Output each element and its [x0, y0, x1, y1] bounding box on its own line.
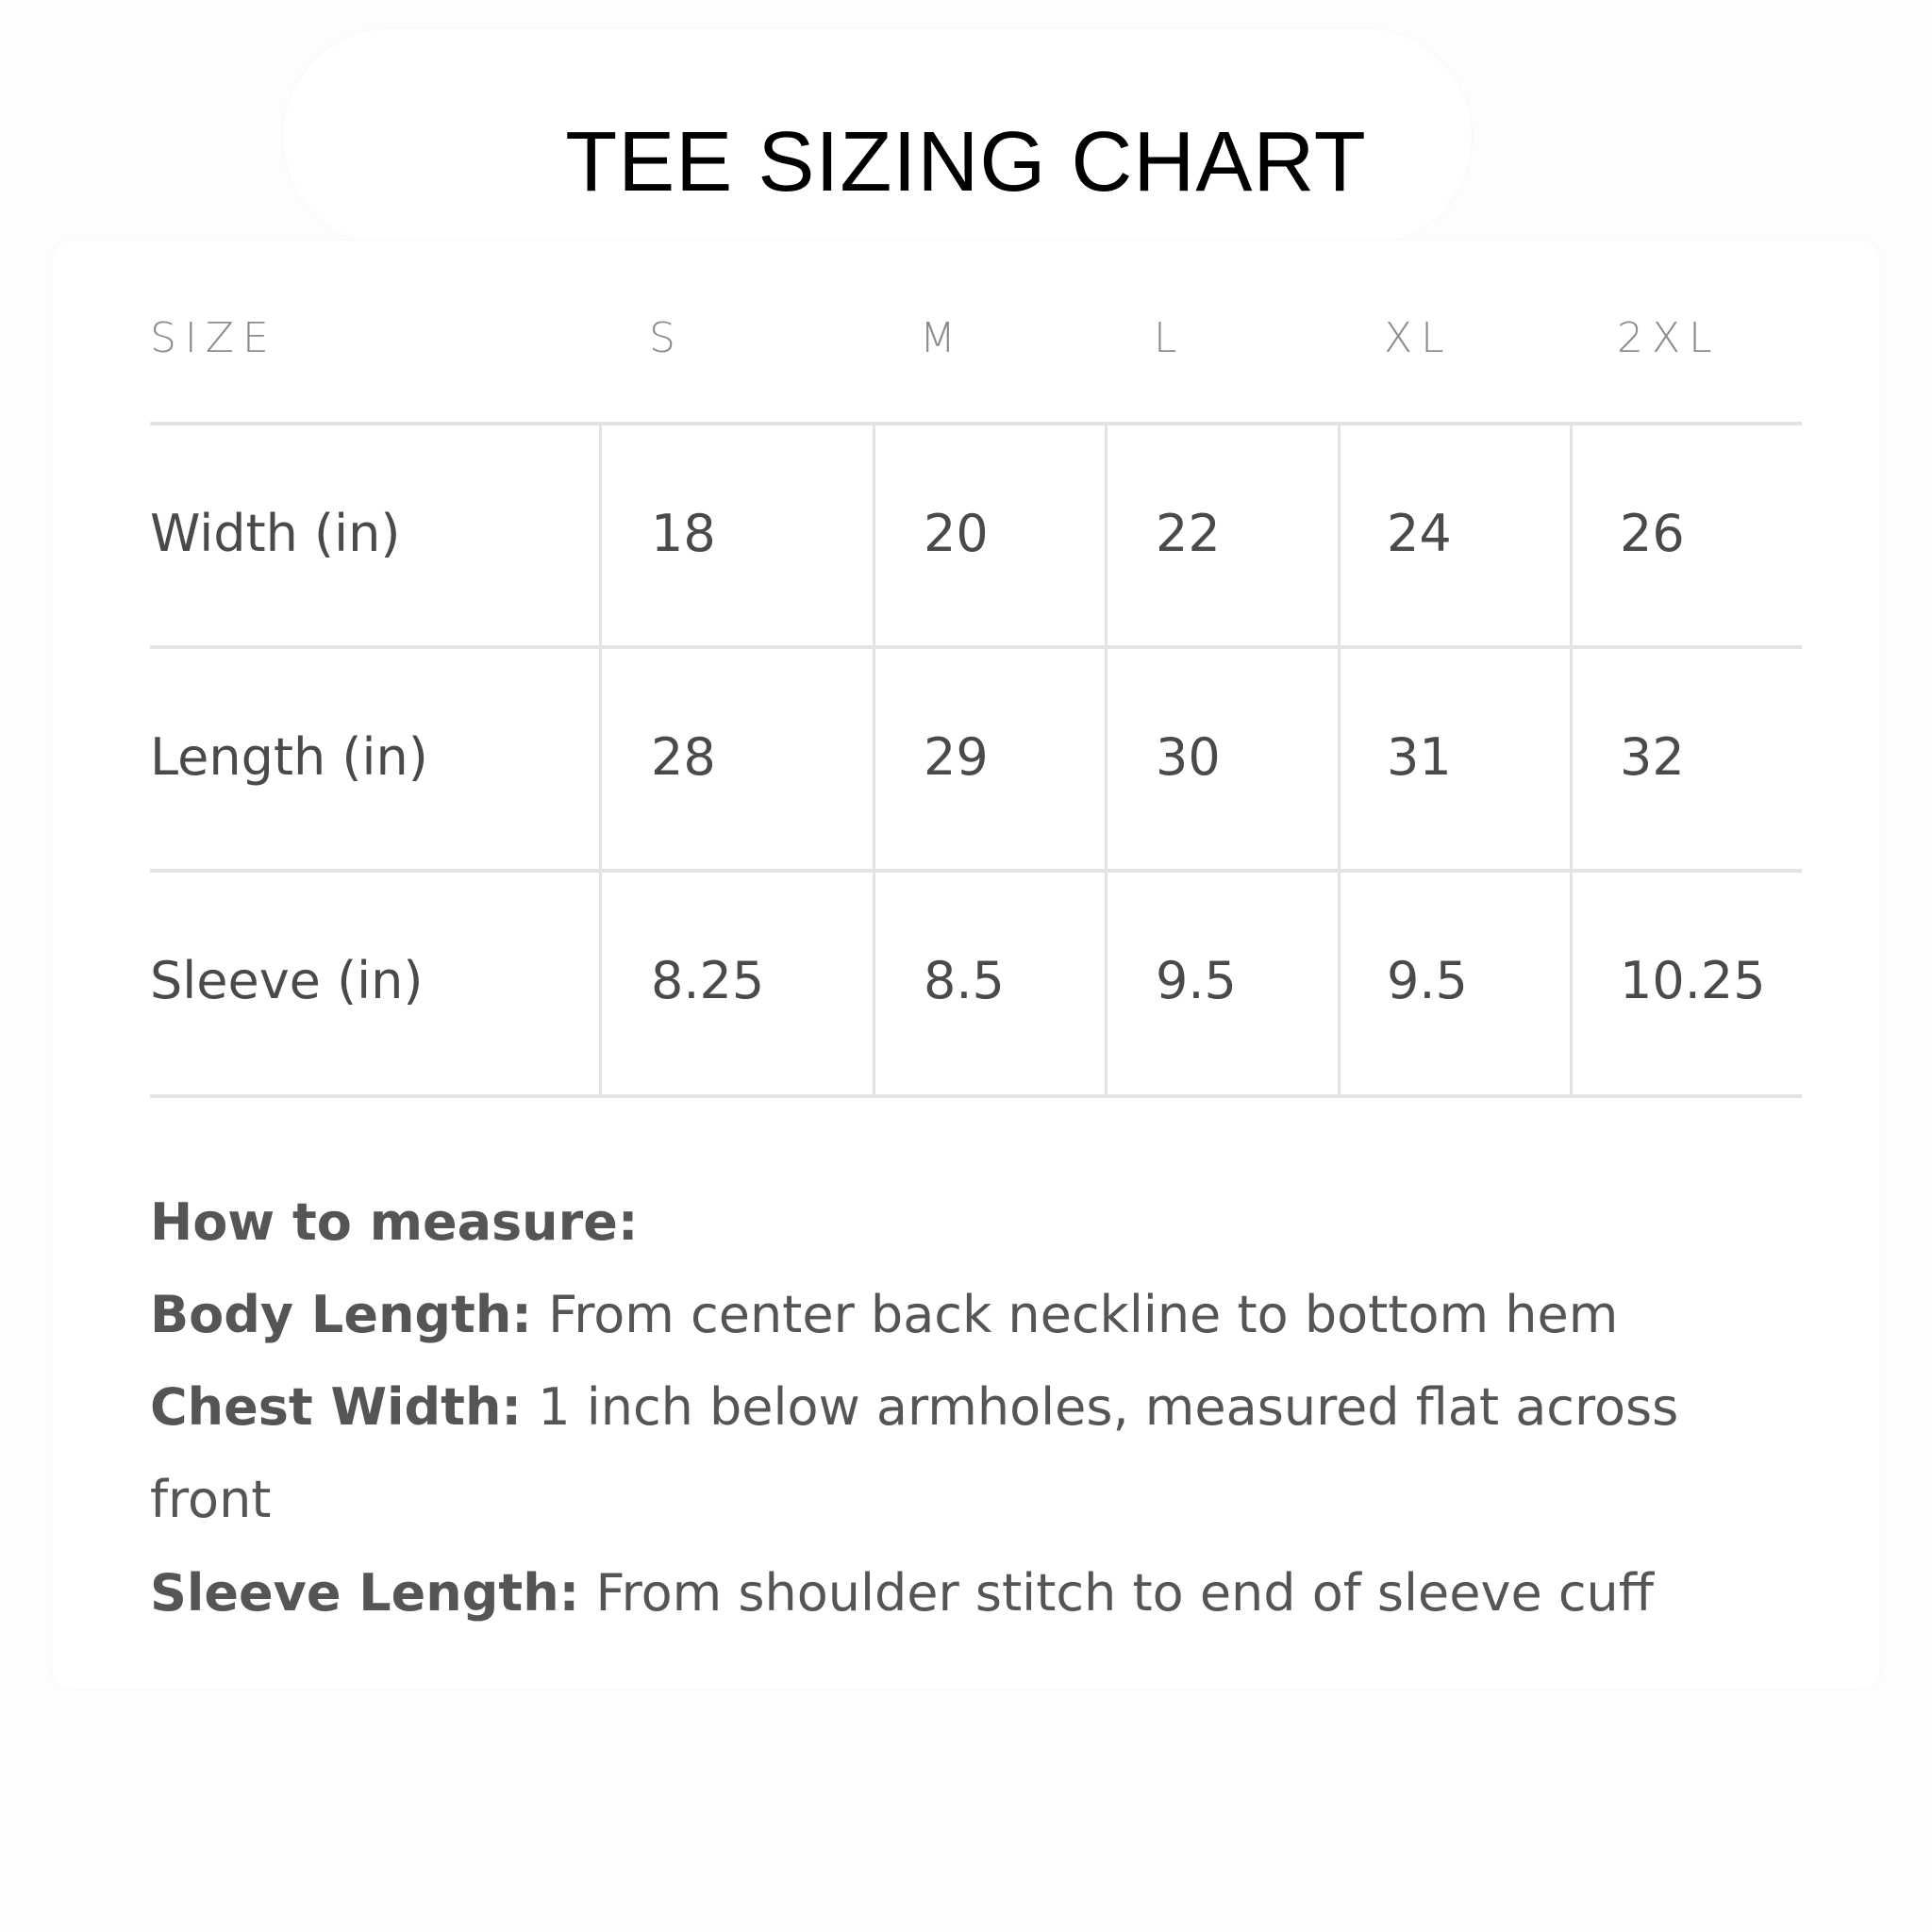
measure-item-sleeve-length: [150, 1565, 1654, 1622]
measure-text: front: [150, 1470, 272, 1529]
column-divider: [1338, 423, 1341, 1098]
measure-text: From shoulder stitch to end of sleeve cuff: [595, 1563, 1654, 1623]
cell-value: 8.5: [924, 951, 1005, 1010]
cell-value: 31: [1387, 727, 1452, 787]
how-to-measure-heading: [150, 1194, 638, 1251]
cell-value: 24: [1387, 504, 1452, 563]
cell-value: 29: [924, 727, 989, 787]
cell-value: 8.25: [651, 951, 765, 1010]
measure-label: Chest Width:: [150, 1377, 523, 1437]
column-divider: [599, 423, 602, 1098]
cell-value: 32: [1620, 727, 1685, 787]
measure-text: From center back neckline to bottom hem: [548, 1285, 1619, 1344]
table-divider: [150, 1094, 1802, 1098]
heading-text: How to measure:: [150, 1192, 639, 1252]
table-divider: [150, 422, 1802, 425]
measure-item-body-length: [150, 1287, 1618, 1343]
size-header-s: S: [649, 314, 684, 362]
measure-label: Body Length:: [150, 1285, 532, 1344]
column-divider: [1570, 423, 1573, 1098]
cell-value: 30: [1156, 727, 1221, 787]
size-header-l: L: [1154, 314, 1186, 362]
cell-value: 9.5: [1156, 951, 1237, 1010]
cell-value: 10.25: [1620, 951, 1766, 1010]
measure-label: Sleeve Length:: [150, 1563, 580, 1623]
row-label: Sleeve (in): [150, 951, 424, 1010]
cell-value: 20: [924, 504, 989, 563]
size-header-xl: XL: [1384, 314, 1453, 362]
table-divider: [150, 869, 1802, 873]
page-title: TEE SIZING CHART: [565, 115, 1367, 209]
column-divider: [873, 423, 875, 1098]
measure-text: 1 inch below armholes, measured flat across: [538, 1377, 1679, 1437]
size-header-2xl: 2XL: [1617, 314, 1721, 362]
cell-value: 9.5: [1387, 951, 1468, 1010]
size-header-label: SIZE: [150, 314, 277, 362]
row-label: Length (in): [150, 727, 428, 787]
measure-item-chest-width: [150, 1379, 1678, 1436]
row-label: Width (in): [150, 504, 401, 563]
cell-value: 26: [1620, 504, 1685, 563]
table-divider: [150, 645, 1802, 649]
cell-value: 28: [651, 727, 716, 787]
measure-item-chest-width-cont: [150, 1472, 271, 1528]
column-divider: [1105, 423, 1108, 1098]
cell-value: 18: [651, 504, 716, 563]
cell-value: 22: [1156, 504, 1221, 563]
size-header-m: M: [920, 314, 964, 362]
